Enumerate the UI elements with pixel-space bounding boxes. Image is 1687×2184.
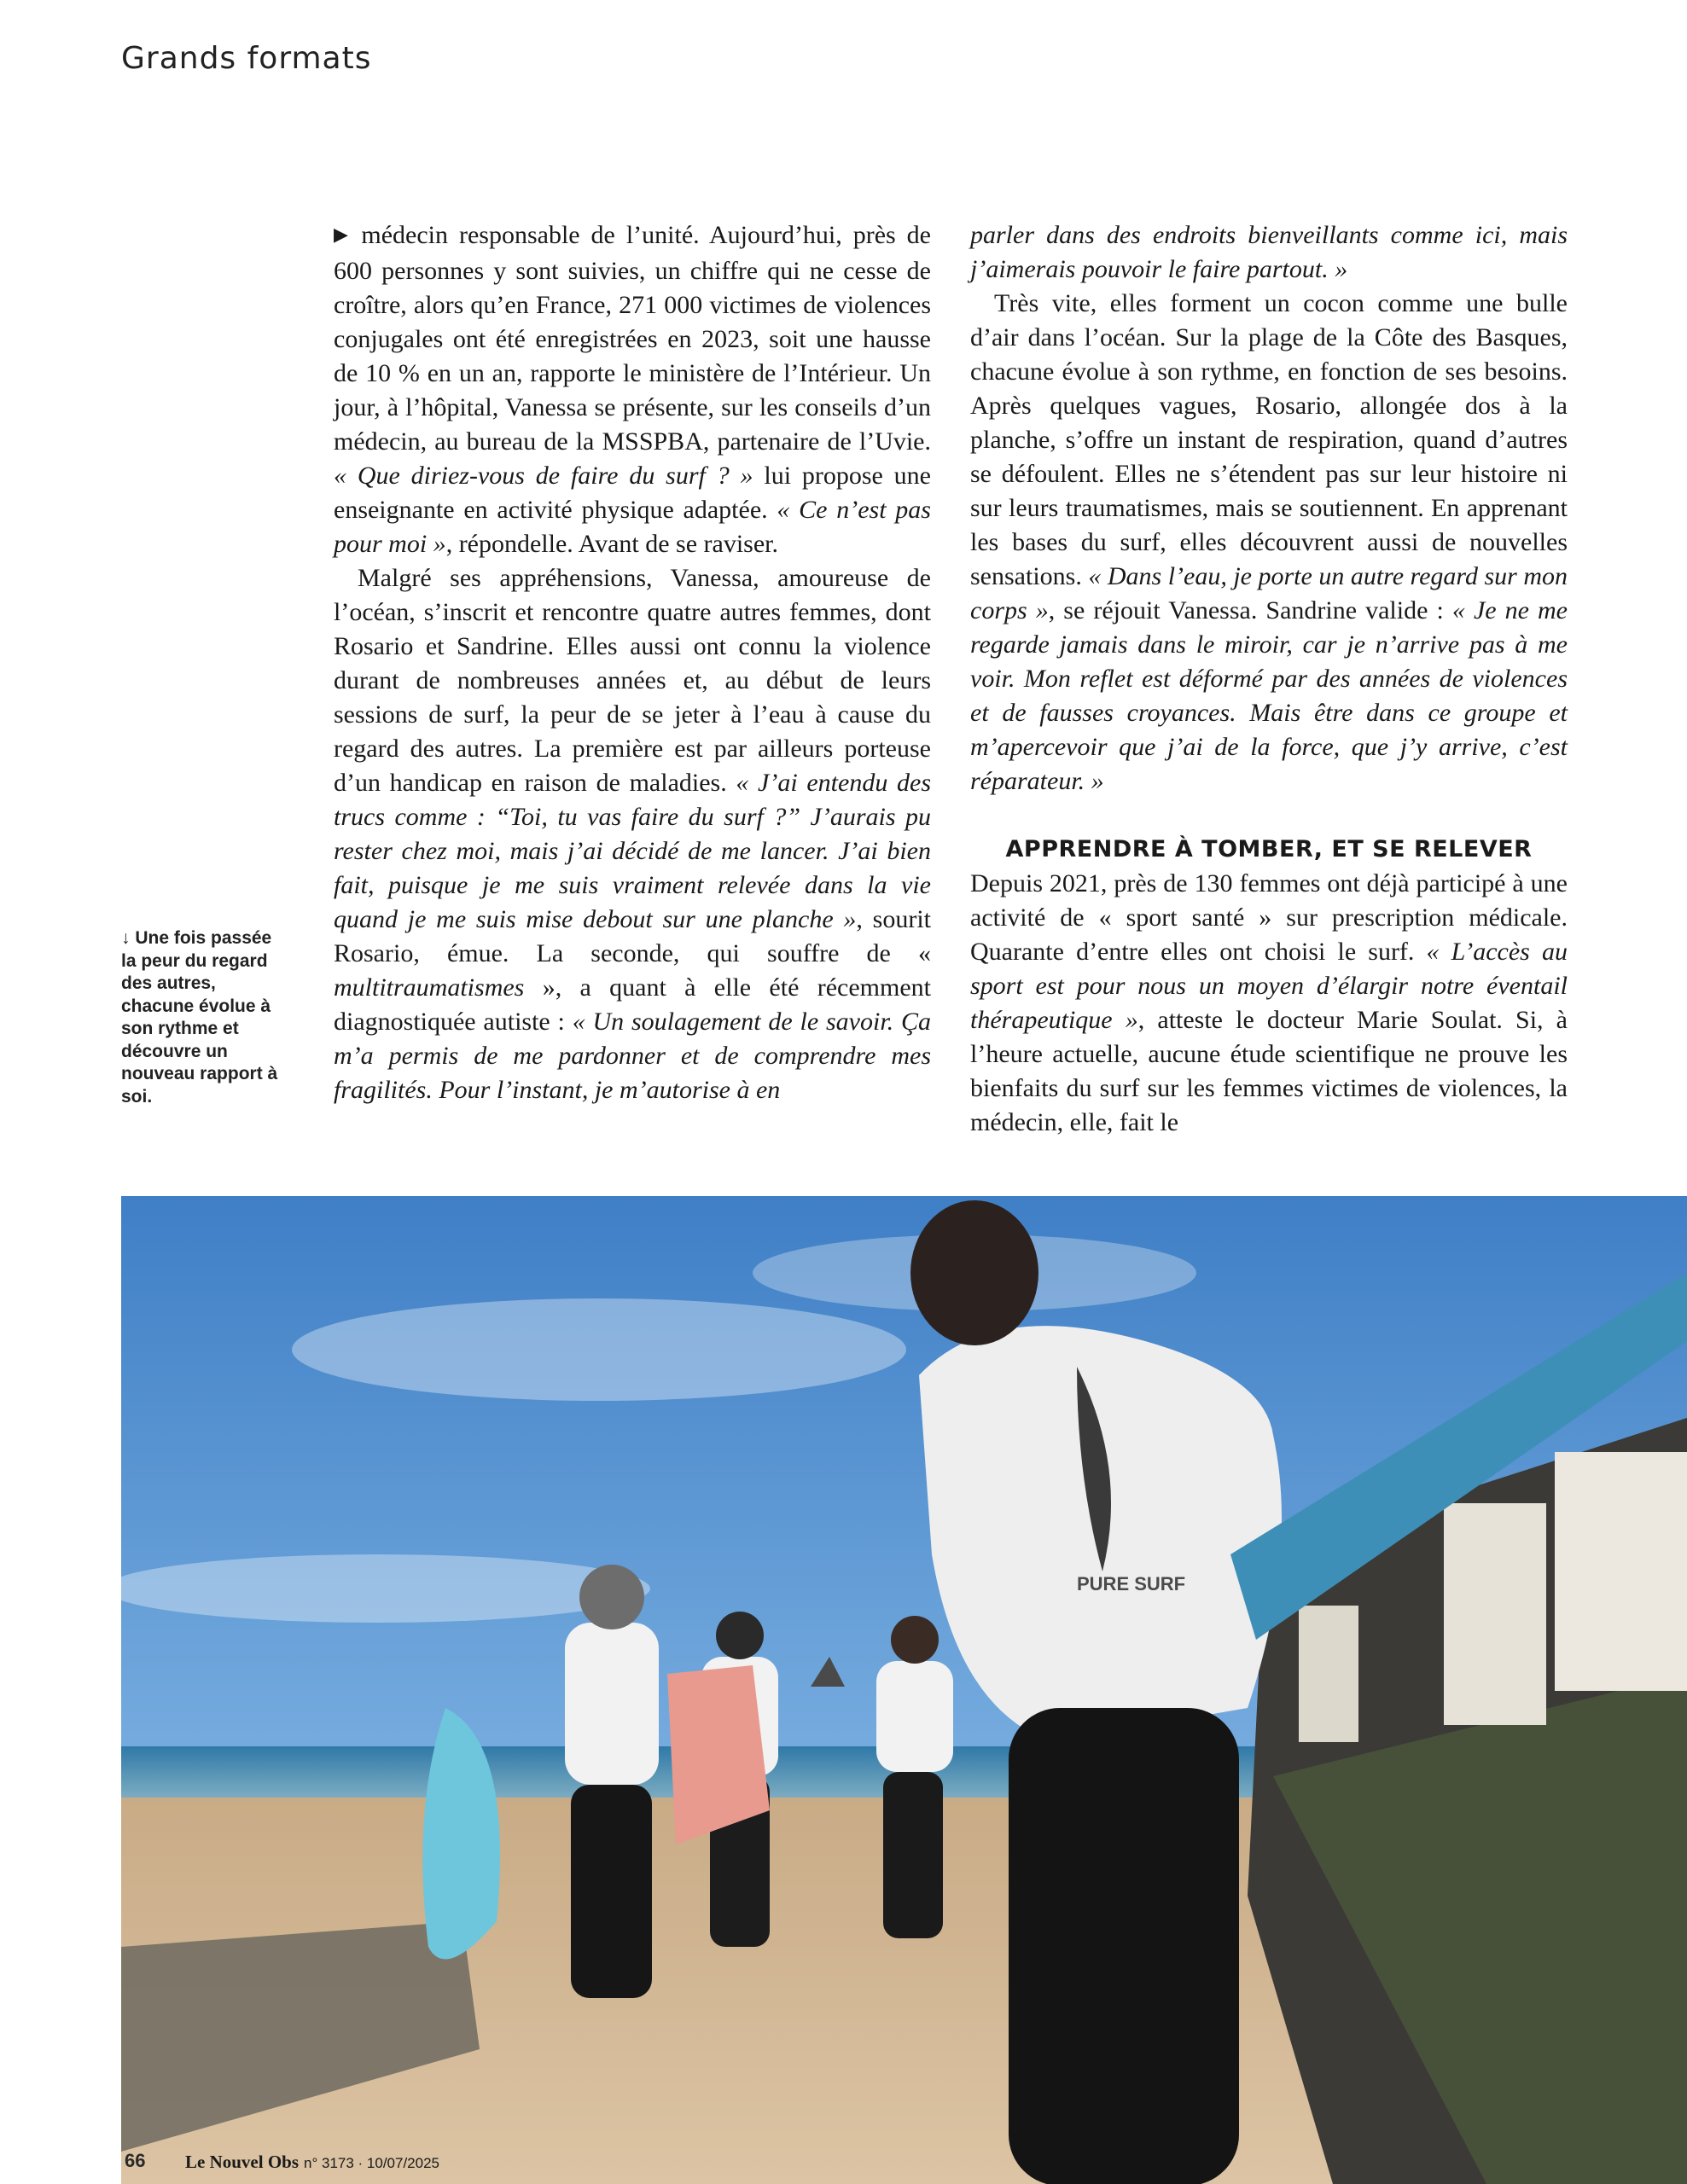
issue-info: n° 3173 · 10/07/2025 — [304, 2155, 440, 2171]
article-column-2 — [970, 218, 1568, 1140]
paragraph: parler dans des endroits bienveillants comme ici, mais j’aimerais pouvoir le faire partout. » — [970, 221, 1568, 283]
paragraph: Depuis 2021, près de 130 femmes ont déjà participé à une activité de « sport santé » sur prescription médicale. Quarante d’entre elles ont choisi le surf. « L’accès au sport est pour nous un moyen d’élargir notre éventail thérapeutique », atteste le docteur Marie Soulat. Si, à l’heure actuelle, aucune étude scientifique ne prouve les bienfaits du surf sur les femmes victimes de violences, la médecin, elle, fait le — [970, 869, 1568, 1136]
beach-surf-photo — [121, 1196, 1687, 2184]
paragraph: ▶ médecin responsable de l’unité. Aujourd’hui, près de 600 personnes y sont suivies, un chiffre qui ne cesse de croître, alors qu’en France, 271 000 victimes de violences conjugales ont été enregistrées en 2023, soit une hausse de 10 % en un an, rapporte le ministère de l’Intérieur. Un jour, à l’hôpital, Vanessa se présente, sur les conseils d’un médecin, au bureau de la MSSPBA, partenaire de l’Uvie. « Que diriez-vous de faire du surf ? » lui propose une enseignante en activité physique adaptée. « Ce n’est pas pour moi », répondelle. Avant de se raviser. — [334, 221, 932, 558]
magazine-name: Le Nouvel Obs — [185, 2152, 300, 2172]
paragraph: Très vite, elles forment un cocon comme une bulle d’air dans l’océan. Sur la plage de la Côte des Basques, chacune évolue à son rythme, en fonction de ses besoins. Après quelques vagues, Rosario, allongée dos à la planche, s’offre un instant de respiration, quand d’autres se défoulent. Elles ne s’étendent pas sur leur histoire ni sur leurs traumatismes, mais se soutiennent. En apprenant les bases du surf, elles découvrent aussi de nouvelles sensations. « Dans l’eau, je porte un autre regard sur mon corps », se réjouit Vanessa. Sandrine valide : « Je ne me regarde jamais dans le miroir, car je n’arrive pas à me voir. Mon reflet est déformé par des années de violences et de fausses croyances. Mais être dans ce groupe et m’apercevoir que j’ai de la force, que j’y arrive, c’est réparateur. » — [970, 289, 1568, 795]
page-footer — [185, 2152, 439, 2173]
cloud — [121, 1554, 650, 1623]
shirt-text: PURE SURF — [1077, 1573, 1186, 1594]
building — [1555, 1452, 1687, 1691]
building — [1444, 1503, 1546, 1725]
photo-illustration — [121, 1196, 1687, 2184]
building — [1299, 1606, 1358, 1742]
continuation-arrow-icon: ▶ — [334, 224, 353, 245]
page-number: 66 — [125, 2150, 146, 2171]
photo-caption: ↓ Une fois passée la peur du regard des autres, chacune évolue à son rythme et découvre un nouveau rapport à soi. — [121, 928, 278, 1107]
section-title: Grands formats — [121, 41, 372, 76]
subheading: APPRENDRE À TOMBER, ET SE RELEVER — [1005, 836, 1533, 863]
cloud — [292, 1298, 906, 1401]
article-column-1 — [334, 218, 931, 1107]
paragraph: Malgré ses appréhensions, Vanessa, amoureuse de l’océan, s’inscrit et rencontre quatre autres femmes, dont Rosario et Sandrine. Elles aussi ont connu la violence durant de nombreuses années et, au début de leurs sessions de surf, la peur de se jeter à l’eau à cause du regard des autres. La première est par ailleurs porteuse d’un handicap en raison de maladies. « J’ai entendu des trucs comme : “Toi, tu vas faire du surf ?” J’aurais pu rester chez moi, mais j’ai décidé de me lancer. J’ai bien fait, puisque je me suis vraiment relevée dans la vie quand je me suis mise debout sur une planche », sourit Rosario, émue. La seconde, qui souffre de « multitraumatismes », a quant à elle été récemment diagnostiquée autiste : « Un soulagement de le savoir. Ça m’a permis de me pardonner et de comprendre mes fragilités. Pour l’instant, je m’autorise à en — [334, 564, 931, 1104]
